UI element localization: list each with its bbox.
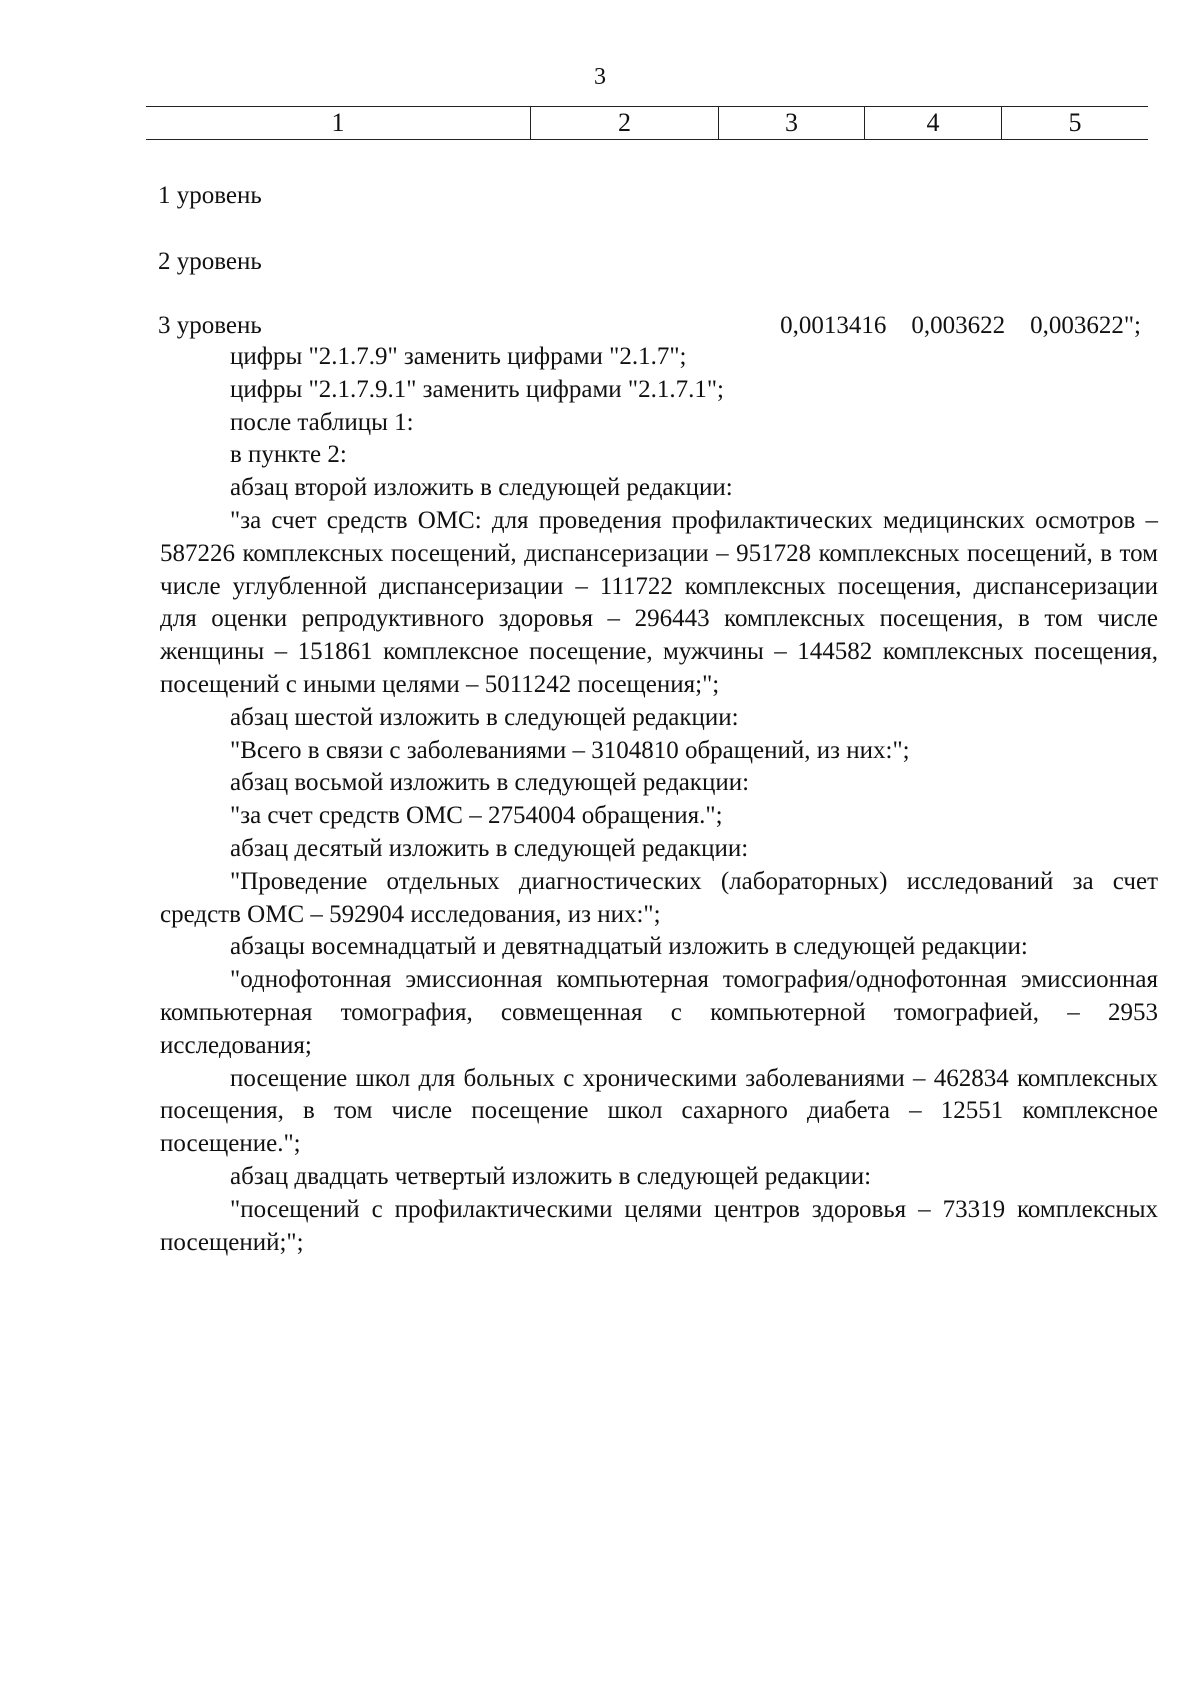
paragraph: посещение школ для больных с хроническими заболеваниями – 462834 комплексных посещения, в том числе посещение школ сахарного диабета – 12551 комплексное посещение."; — [160, 1064, 1158, 1158]
level-3-values — [780, 310, 1141, 342]
page-number: 3 — [594, 64, 606, 90]
paragraph: абзацы восемнадцатый и девятнадцатый изложить в следующей редакции: — [230, 933, 1028, 961]
paragraph: "посещений с профилактическими целями центров здоровья – 73319 комплексных посещений;"; — [160, 1195, 1158, 1256]
level-3-value-col3: 0,0013416 — [780, 312, 887, 339]
paragraph: в пункте 2: — [230, 441, 347, 469]
paragraph: абзац десятый изложить в следующей редакции: — [230, 834, 749, 862]
document-body — [160, 341, 1158, 1259]
paragraph: "Всего в связи с заболеваниями – 3104810 обращений, из них:"; — [230, 736, 910, 764]
level-1-label: 1 уровень — [158, 182, 262, 209]
paragraph: "за счет средств ОМС: для проведения профилактических медицинских осмотров – 587226 комплексных посещений, диспансеризации – 951728 комплексных посещений, в том числе углубленной диспансеризации – 111722 комплексных посещения, диспансеризации для оценки репродуктивного здоровья – 296443 комплексных посещения, в том числе женщины – 151861 комплексное посещение, мужчины – 144582 комплексных посещения, посещений с иными целями – 5011242 посещения;"; — [160, 506, 1158, 698]
paragraph: "Проведение отдельных диагностических (лабораторных) исследований за счет средств ОМС – 592904 исследования, из них:"; — [160, 867, 1158, 928]
paragraph: абзац второй изложить в следующей редакции: — [230, 474, 733, 502]
level-3-label: 3 уровень — [158, 312, 262, 339]
paragraph: "за счет средств ОМС – 2754004 обращения."; — [230, 802, 723, 830]
paragraph: абзац двадцать четвертый изложить в следующей редакции: — [230, 1162, 872, 1190]
level-3-value-col5: 0,003622"; — [1030, 312, 1141, 339]
paragraph: "однофотонная эмиссионная компьютерная томография/однофотонная эмиссионная компьютерная томография, совмещенная с компьютерной томографией, – 2953 исследования; — [160, 966, 1158, 1059]
column-number-4: 4 — [865, 107, 1002, 139]
column-number-5: 5 — [1068, 108, 1082, 137]
table-header-row — [146, 106, 1148, 140]
paragraph: цифры "2.1.7.9" заменить цифрами "2.1.7"; — [230, 343, 687, 370]
column-number-3: 3 — [719, 107, 865, 139]
paragraph: цифры "2.1.7.9.1" заменить цифрами "2.1.7.1"; — [230, 375, 724, 403]
paragraph: после таблицы 1: — [230, 408, 414, 436]
paragraph: абзац восьмой изложить в следующей редакции: — [230, 769, 750, 797]
level-3-value-col4: 0,003622 — [911, 312, 1006, 339]
column-number-1: 1 — [146, 107, 531, 139]
column-number-2: 2 — [531, 107, 719, 139]
paragraph: абзац шестой изложить в следующей редакции: — [230, 703, 739, 731]
level-2-label: 2 уровень — [158, 248, 262, 275]
